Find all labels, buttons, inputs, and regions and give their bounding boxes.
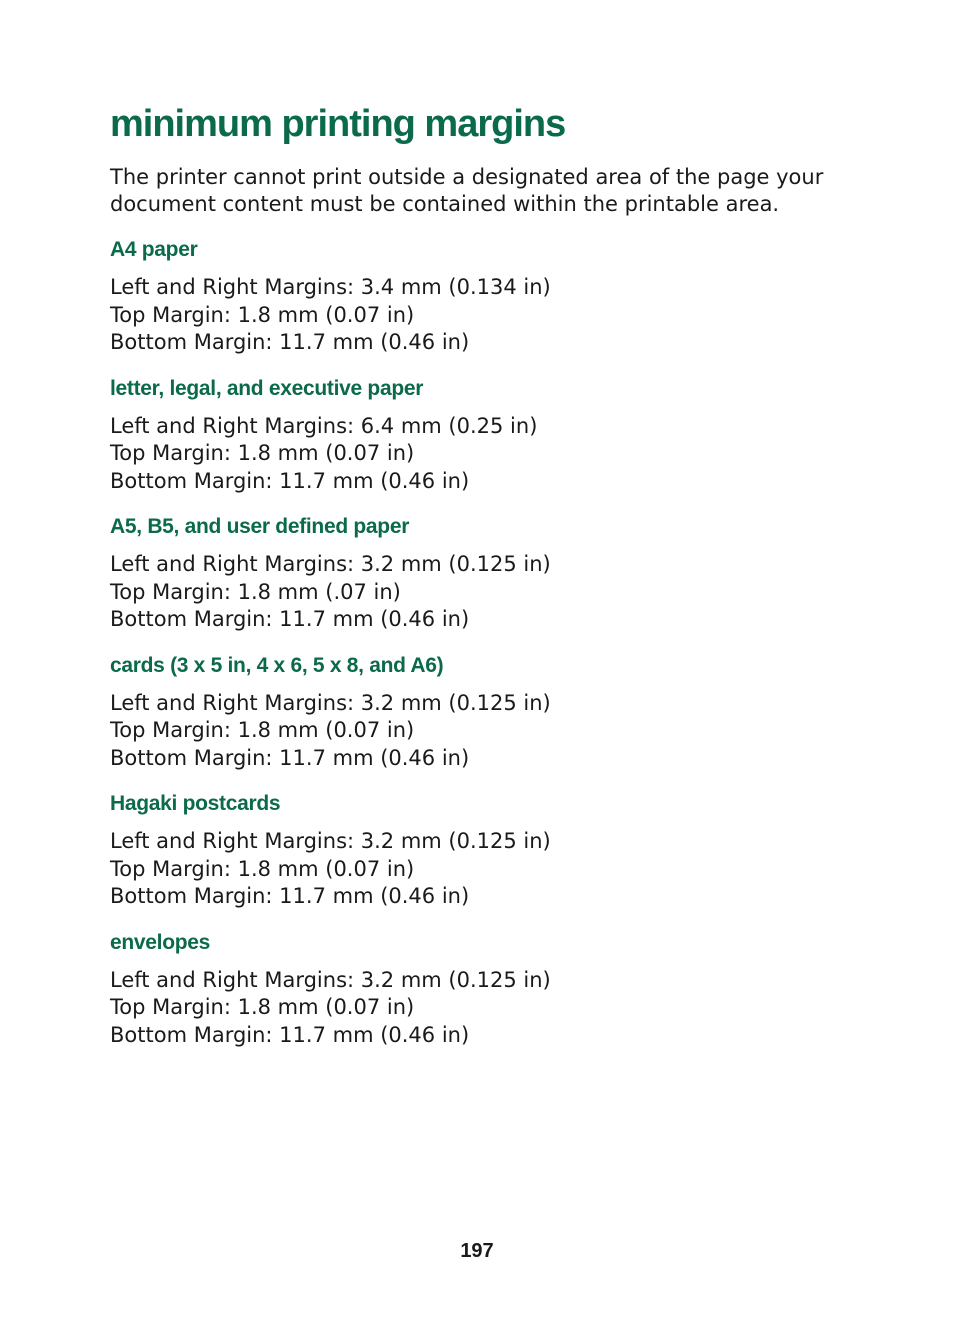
margin-list	[110, 828, 830, 911]
margin-line: Top Margin: 1.8 mm (.07 in)	[110, 579, 401, 604]
page-title: minimum printing margins	[110, 103, 566, 145]
section-envelopes	[110, 929, 830, 1050]
intro-paragraph: The printer cannot print outside a designated area of the page your document content must be contained within the printable area.	[110, 165, 824, 216]
margin-line: Bottom Margin: 11.7 mm (0.46 in)	[110, 1022, 470, 1047]
margin-line: Bottom Margin: 11.7 mm (0.46 in)	[110, 745, 470, 770]
margin-list	[110, 690, 830, 773]
margin-line: Top Margin: 1.8 mm (0.07 in)	[110, 302, 415, 327]
section-heading: A4 paper	[110, 238, 198, 261]
margin-line: Top Margin: 1.8 mm (0.07 in)	[110, 718, 415, 742]
section-heading: A5, B5, and user defined paper	[110, 515, 410, 538]
margin-line: Left and Right Margins: 3.2 mm (0.125 in)	[110, 967, 551, 992]
margin-line: Top Margin: 1.8 mm (0.07 in)	[110, 995, 415, 1019]
margin-line: Left and Right Margins: 3.2 mm (0.125 in)	[110, 690, 551, 715]
margin-line: Top Margin: 1.8 mm (0.07 in)	[110, 441, 415, 465]
section-heading: letter, legal, and executive paper	[110, 376, 424, 400]
margin-line: Top Margin: 1.8 mm (0.07 in)	[110, 856, 415, 881]
margin-list	[110, 551, 830, 634]
margin-line: Left and Right Margins: 3.2 mm (0.125 in)	[110, 829, 551, 853]
section-heading: envelopes	[110, 930, 211, 954]
margin-line: Bottom Margin: 11.7 mm (0.46 in)	[110, 884, 470, 908]
section-hagaki-postcards	[110, 790, 830, 911]
margin-line: Left and Right Margins: 3.2 mm (0.125 in)	[110, 552, 551, 576]
margin-list	[110, 967, 830, 1050]
margin-line: Bottom Margin: 11.7 mm (0.46 in)	[110, 468, 470, 493]
page-number: 197	[460, 1240, 494, 1262]
section-heading: cards (3 x 5 in, 4 x 6, 5 x 8, and A6)	[110, 653, 444, 677]
section-heading: Hagaki postcards	[110, 792, 281, 815]
margin-line: Bottom Margin: 11.7 mm (0.46 in)	[110, 330, 470, 354]
section-cards	[110, 652, 830, 773]
margin-list	[110, 274, 830, 357]
margin-list	[110, 413, 830, 496]
section-a4	[110, 236, 830, 357]
section-letter-legal-executive	[110, 375, 830, 496]
section-a5-b5-user-defined	[110, 513, 830, 634]
margin-line: Bottom Margin: 11.7 mm (0.46 in)	[110, 607, 470, 631]
margin-line: Left and Right Margins: 3.4 mm (0.134 in)	[110, 275, 551, 299]
document-page	[110, 98, 830, 1049]
margin-line: Left and Right Margins: 6.4 mm (0.25 in)	[110, 413, 538, 438]
